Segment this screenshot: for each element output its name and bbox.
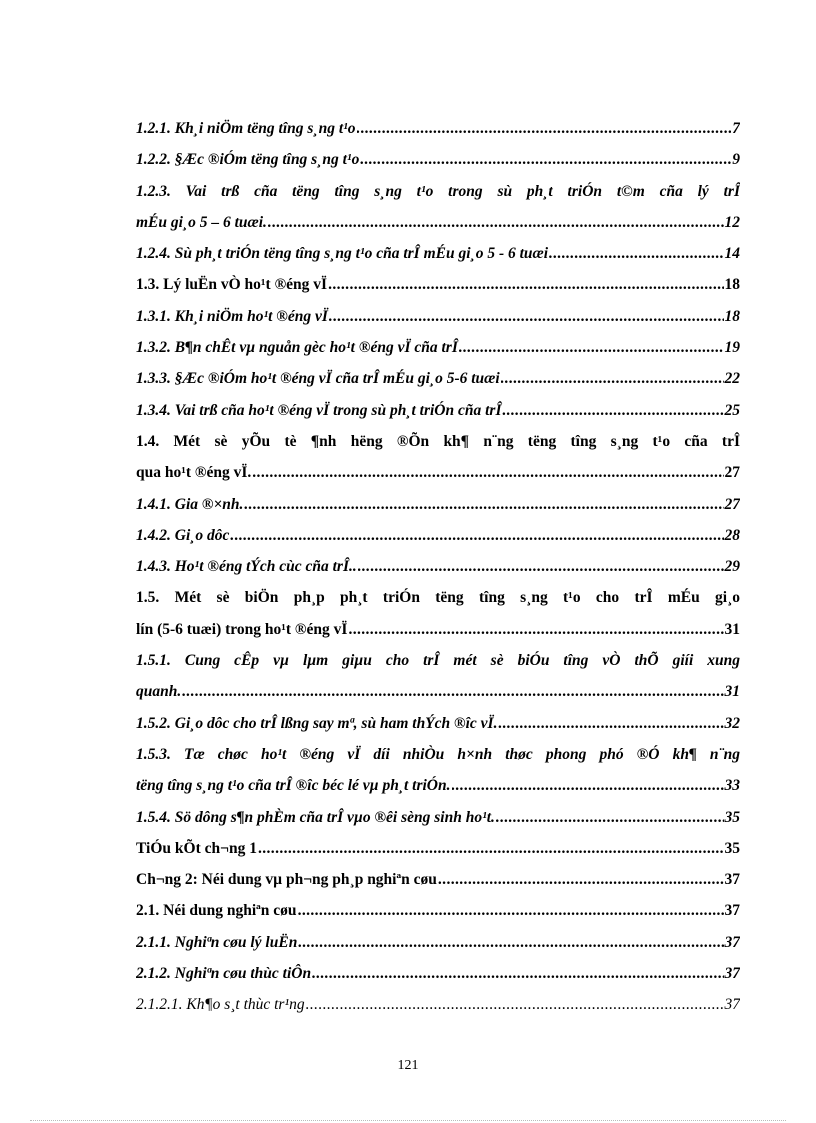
dot-leader	[549, 238, 723, 269]
toc-entry	[136, 895, 740, 926]
dot-leader	[452, 770, 724, 801]
toc-entry	[136, 113, 740, 144]
dot-leader	[182, 676, 723, 707]
toc-entry	[136, 864, 740, 895]
toc-entry	[136, 582, 740, 613]
dot-leader	[329, 301, 724, 332]
toc-entry-page: 12	[724, 213, 740, 231]
toc-entry-text: 1.4.1. Gia ®×nh.	[136, 495, 244, 513]
toc-entry-page: 37	[724, 965, 740, 983]
table-of-contents	[136, 113, 740, 1021]
toc-entry-page: 35	[724, 808, 740, 826]
toc-entry	[136, 238, 740, 269]
toc-entry-page: 9	[732, 151, 740, 169]
toc-entry-page: 37	[724, 996, 740, 1014]
toc-entry-page: 31	[724, 620, 740, 638]
toc-entry-page: 37	[724, 933, 740, 951]
toc-entry-text: 1.5.1. Cung cÊp vµ lµm giµu cho trÎ mét sè biÓu tîng vÒ thÕ giíi xung	[136, 652, 740, 670]
toc-entry	[136, 489, 740, 520]
dot-leader	[258, 833, 724, 864]
toc-entry-text: tëng tîng s¸ng t¹o cña trÎ ®îc béc lé vµ ph¸t triÓn.	[136, 777, 451, 795]
dot-leader	[230, 520, 723, 551]
dot-leader	[306, 989, 724, 1020]
toc-entry	[136, 332, 740, 363]
dot-leader	[268, 207, 724, 238]
toc-entry-page: 29	[724, 558, 740, 576]
toc-entry-text: 2.1.2.1. Kh¶o s¸t thùc tr¹ng	[136, 996, 305, 1014]
dot-leader	[358, 551, 724, 582]
toc-entry-text: 1.3.3. §Æc ®iÓm ho¹t ®éng vÏ cña trÎ mÉu gi¸o 5-6 tuæi	[136, 370, 500, 388]
toc-entry-text: 1.2.2. §Æc ®iÓm tëng tîng s¸ng t¹o	[136, 151, 360, 169]
toc-entry-text: 2.1. Néi dung nghiªn cøu	[136, 902, 297, 920]
toc-entry	[136, 426, 740, 457]
dot-leader	[252, 457, 723, 488]
toc-entry	[136, 520, 740, 551]
toc-entry	[136, 739, 740, 770]
toc-entry-text: qua ho¹t ®éng vÏ.	[136, 464, 252, 482]
toc-entry-page: 22	[724, 370, 740, 388]
toc-entry-text: 1.3. Lý luËn vÒ ho¹t ®éng vÏ	[136, 276, 328, 294]
toc-entry-text: 1.4.3. Ho¹t ®éng tÝch cùc cña trÎ..	[136, 558, 357, 576]
toc-entry	[136, 363, 740, 394]
dot-leader	[298, 895, 724, 926]
toc-entry-text: Ch¬ng 2: Néi dung vµ ph¬ng ph¸p nghiªn cøu	[136, 871, 437, 889]
toc-entry-text: 1.2.1. Kh¸i niÖm tëng tîng s¸ng t¹o	[136, 120, 356, 137]
toc-entry-text: quanh.	[136, 683, 182, 701]
dot-leader	[298, 927, 723, 958]
toc-entry-page: 14	[724, 245, 740, 263]
page-bottom-divider	[30, 1120, 786, 1121]
toc-entry	[136, 269, 740, 300]
toc-entry-page: 37	[724, 871, 740, 889]
dot-leader	[438, 864, 724, 895]
toc-entry	[136, 645, 740, 676]
dot-leader	[360, 144, 731, 175]
toc-entry	[136, 614, 740, 645]
toc-entry-text: 2.1.2. Nghiªn cøu thùc tiÔn	[136, 965, 312, 983]
toc-entry-page: 37	[724, 902, 740, 920]
toc-entry-text: 2.1.1. Nghiªn cøu lý luËn	[136, 933, 298, 951]
dot-leader	[496, 802, 724, 833]
toc-entry-text: 1.2.4. Sù ph¸t triÓn tëng tîng s¸ng t¹o cña trÎ mÉu gi¸o 5 - 6 tuæi	[136, 245, 549, 263]
toc-entry-page: 28	[724, 526, 740, 544]
toc-entry	[136, 708, 740, 739]
dot-leader	[502, 395, 723, 426]
toc-entry	[136, 551, 740, 582]
toc-entry-text: TiÓu kÕt ch¬ng 1	[136, 839, 257, 857]
toc-entry-page: 27	[724, 464, 740, 482]
toc-entry-text: 1.3.2. B¶n chÊt vµ nguån gèc ho¹t ®éng vÏ cña trÎ	[136, 339, 458, 357]
dot-leader	[459, 332, 724, 363]
toc-entry	[136, 144, 740, 175]
toc-entry-text: 1.4. Mét sè yÕu tè ¶nh hëng ®Õn kh¶ n¨ng tëng tîng s¸ng t¹o cña trÎ	[136, 432, 740, 450]
toc-entry	[136, 989, 740, 1020]
dot-leader	[244, 489, 723, 520]
toc-entry	[136, 958, 740, 989]
toc-entry-page: 27	[724, 495, 740, 513]
toc-entry-page: 35	[724, 839, 740, 857]
toc-entry-page: 18	[724, 276, 740, 294]
dot-leader	[328, 269, 723, 300]
dot-leader	[357, 113, 732, 144]
toc-entry	[136, 927, 740, 958]
toc-entry-text: mÉu gi¸o 5 – 6 tuæi.	[136, 213, 267, 231]
dot-leader	[501, 363, 724, 394]
toc-entry	[136, 301, 740, 332]
toc-entry-text: lín (5-6 tuæi) trong ho¹t ®éng vÏ	[136, 620, 348, 638]
toc-entry-text: 1.5. Mét sè biÖn ph¸p ph¸t triÓn tëng tîng s¸ng t¹o cho trÎ mÉu gi¸o	[136, 589, 740, 607]
dot-leader	[312, 958, 723, 989]
toc-entry	[136, 457, 740, 488]
toc-entry-text: 1.3.4. Vai trß cña ho¹t ®éng vÏ trong sù ph¸t triÓn cña trÎ	[136, 401, 502, 419]
dot-leader	[498, 708, 723, 739]
toc-entry-page: 7	[732, 120, 740, 137]
toc-entry	[136, 395, 740, 426]
toc-entry-text: 1.4.2. Gi¸o dôc	[136, 526, 230, 544]
toc-entry-page: 25	[724, 401, 740, 419]
dot-leader	[348, 614, 723, 645]
toc-entry-text: 1.3.1. Kh¸i niÖm ho¹t ®éng vÏ	[136, 307, 328, 325]
toc-entry-page: 18	[724, 307, 740, 325]
toc-entry	[136, 176, 740, 207]
toc-entry-text: 1.5.4. Sö dông s¶n phÈm cña trÎ vµo ®êi sèng sinh ho¹t.	[136, 808, 495, 826]
toc-entry	[136, 207, 740, 238]
toc-entry	[136, 676, 740, 707]
toc-entry-text: 1.5.3. Tæ chøc ho¹t ®éng vÏ díi nhiÒu h×nh thøc phong phó ®Ó kh¶ n¨ng	[136, 745, 740, 763]
toc-entry	[136, 802, 740, 833]
toc-entry-page: 19	[724, 339, 740, 357]
toc-entry-page: 33	[724, 777, 740, 795]
toc-entry-text: 1.5.2. Gi¸o dôc cho trÎ lßng say mª, sù ham thÝch ®îc vÏ.	[136, 714, 498, 732]
toc-entry	[136, 833, 740, 864]
toc-entry-page: 31	[724, 683, 740, 701]
toc-entry-text: 1.2.3. Vai trß cña tëng tîng s¸ng t¹o trong sù ph¸t triÓn t©m cña lý trÎ	[136, 182, 740, 200]
page-number: 121	[397, 1058, 419, 1073]
toc-entry-page: 32	[724, 714, 740, 732]
toc-entry	[136, 770, 740, 801]
